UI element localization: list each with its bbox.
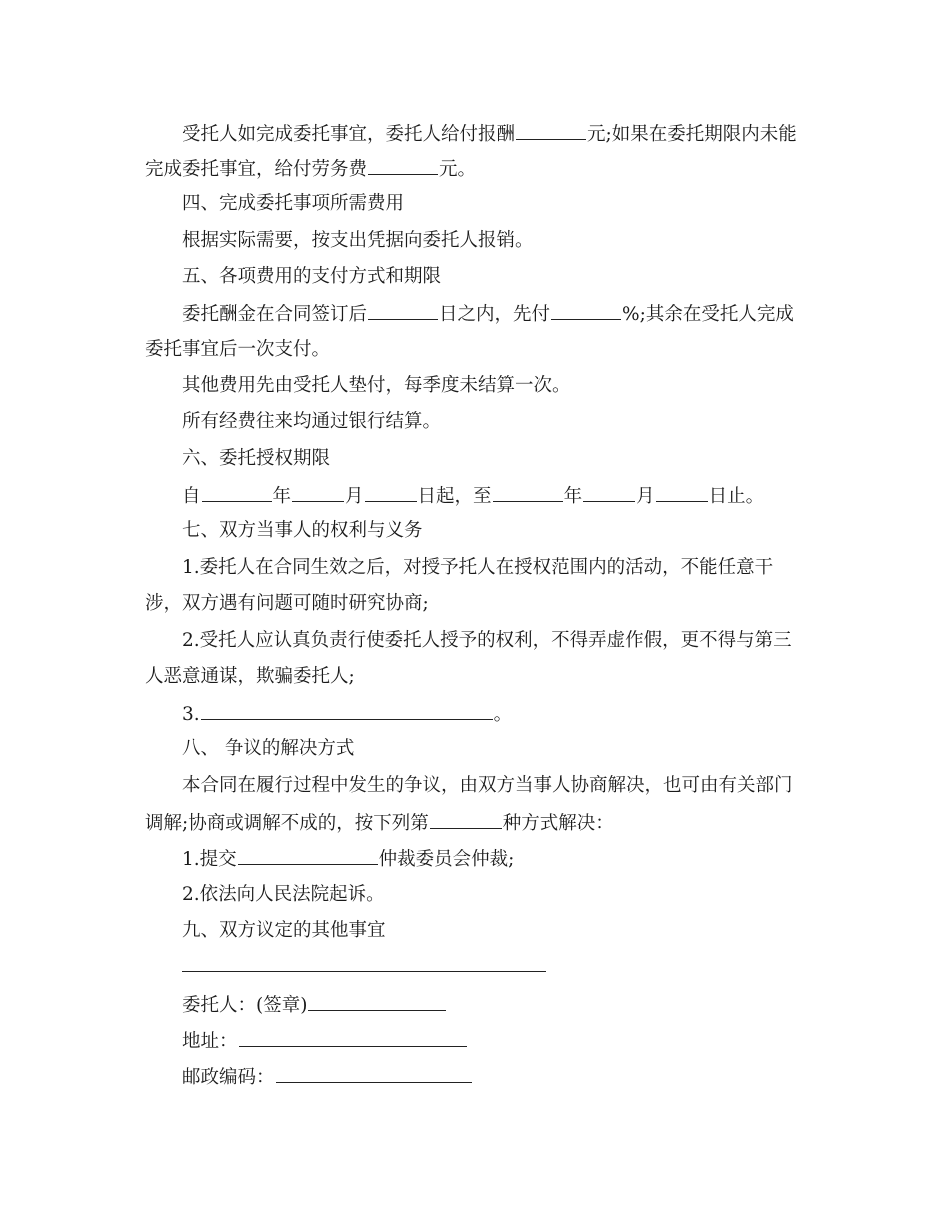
section-5-text-cont: 委托事宜后一次支付。: [145, 339, 331, 360]
text: 地址：: [182, 1031, 238, 1052]
blank-line: [182, 970, 546, 972]
blank-field: [276, 1064, 472, 1083]
section-6-period: [182, 483, 764, 509]
section-7-item-1-cont: 涉，双方遇有问题可随时研究协商;: [145, 593, 429, 614]
text: 邮政编码：: [182, 1067, 275, 1088]
section-4-text: 根据实际需要，按支出凭据向委托人报销。: [182, 230, 534, 251]
text: 1.提交: [182, 849, 237, 870]
section-7-item-1: 1.委托人在合同生效之后，对授予托人在授权范围内的活动，不能任意干: [182, 557, 774, 578]
blank-field: [239, 1028, 467, 1047]
text: 种方式解决：: [502, 813, 614, 834]
section-5-other-costs: 其他费用先由受托人垫付，每季度未结算一次。: [182, 375, 571, 396]
text: 委托人：(签章): [182, 995, 308, 1016]
blank-day: [656, 483, 708, 502]
section-8-text: 本合同在履行过程中发生的争议，由双方当事人协商解决，也可由有关部门: [182, 775, 793, 796]
clause-3-text-cont: [145, 156, 476, 182]
text: 。: [493, 704, 513, 725]
section-8-option-2: 2.依法向人民法院起诉。: [182, 884, 385, 905]
text: 受托人如完成委托事宜，委托人给付报酬: [182, 124, 516, 145]
section-8-option-1: [182, 846, 514, 872]
text: 3.: [182, 704, 200, 725]
section-4-heading: 四、完成委托事项所需费用: [182, 193, 405, 214]
text: 日起，至: [417, 486, 492, 507]
blank-month: [292, 483, 344, 502]
blank-year: [202, 483, 272, 502]
blank-field: [238, 846, 378, 865]
blank-field: [308, 992, 446, 1011]
blank-field: [201, 701, 493, 720]
address-field: [182, 1028, 468, 1054]
blank-field: [430, 810, 502, 829]
section-8-heading: 八、 争议的解决方式: [182, 738, 355, 759]
blank-field: [551, 301, 621, 320]
text: 日止。: [708, 486, 765, 507]
section-8-text-cont: [145, 810, 614, 836]
section-5-bank: 所有经费往来均通过银行结算。: [182, 411, 442, 432]
text: 元。: [439, 159, 477, 180]
text: 日之内，先付: [439, 304, 551, 325]
text: 月: [345, 486, 364, 507]
section-6-heading: 六、委托授权期限: [182, 448, 331, 469]
text: 委托酬金在合同签订后: [182, 304, 368, 325]
text: 自: [182, 486, 201, 507]
section-7-heading: 七、双方当事人的权利与义务: [182, 520, 423, 541]
blank-field: [368, 301, 438, 320]
text: 月: [636, 486, 655, 507]
text: 完成委托事宜，给付劳务费: [145, 159, 368, 180]
blank-field: [516, 121, 586, 140]
text: %;其余在受托人完成: [622, 304, 794, 325]
section-5-heading: 五、各项费用的支付方式和期限: [182, 266, 442, 287]
signature-principal: [182, 992, 447, 1018]
section-7-item-2: 2.受托人应认真负责行使委托人授予的权利，不得弄虚作假，更不得与第三: [182, 630, 792, 651]
clause-3-text: [182, 121, 797, 147]
blank-year: [493, 483, 563, 502]
text: 调解;协商或调解不成的，按下列第: [145, 813, 429, 834]
section-7-item-2-cont: 人恶意通谋，欺骗委托人;: [145, 666, 355, 687]
section-7-item-3: [182, 701, 512, 727]
postal-code-field: [182, 1064, 473, 1090]
section-9-heading: 九、双方议定的其他事宜: [182, 920, 386, 941]
text: 年: [563, 486, 583, 507]
text: 仲裁委员会仲裁;: [378, 849, 515, 870]
text: 年: [272, 486, 292, 507]
text: 元;如果在委托期限内未能: [587, 124, 797, 145]
blank-day: [365, 483, 417, 502]
blank-field: [368, 156, 438, 175]
section-5-text: [182, 301, 794, 327]
blank-month: [583, 483, 635, 502]
